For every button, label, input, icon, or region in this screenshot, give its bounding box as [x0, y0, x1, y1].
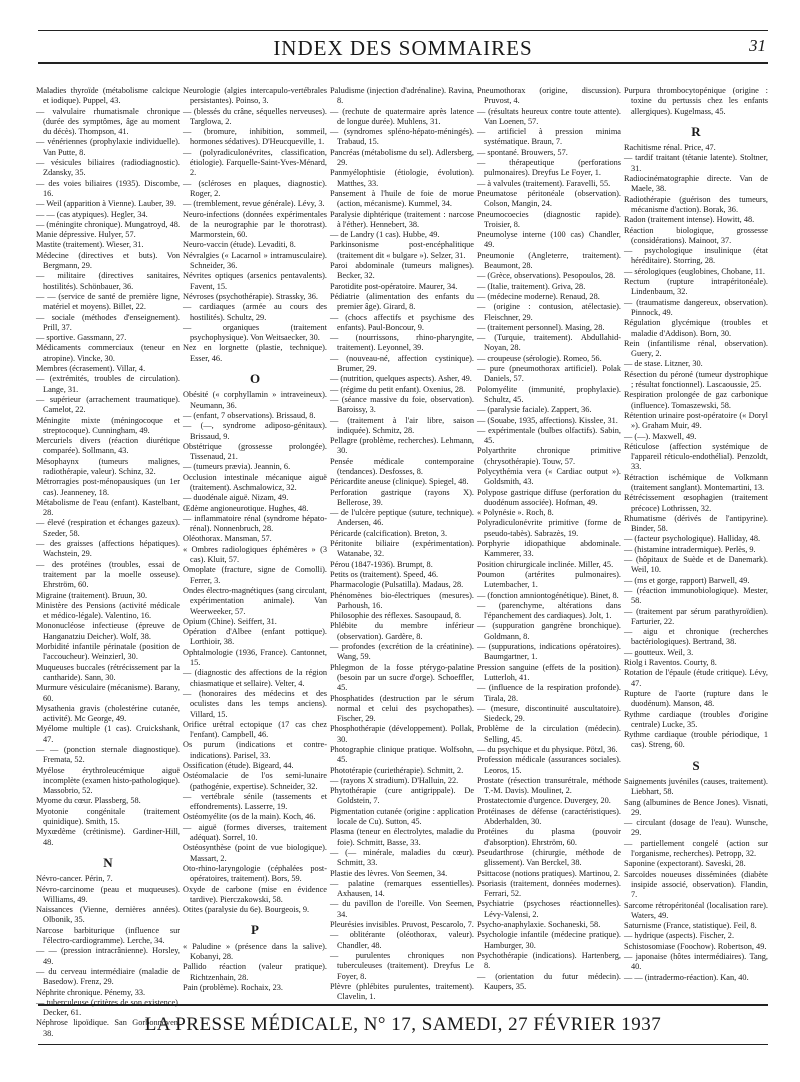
index-entry: — — (cas atypiques). Hegler, 34. — [36, 209, 148, 219]
index-entry: Opération d'Albee (enfant pottique). Lorthioir, 38. — [183, 627, 327, 647]
index-entry: — (influence de la respiration profonde). Tirala, 28. — [477, 683, 621, 703]
index-entry: Pédiatrie (alimentation des enfants du premier âge). Girard, 8. — [330, 291, 474, 312]
index-entry: Membres (écrasement). Villar, 4. — [36, 364, 146, 374]
index-entry: Métabolisme de l'eau (enfant). Kastelbant, 28. — [36, 497, 180, 518]
index-entry: — de Landry (1 cas). Hubbe, 49. — [330, 230, 440, 240]
index-entry: Péricardite aneuse (clinique). Spiegel, 48. — [330, 477, 469, 487]
index-entry: Phosphatides (destruction par le sérum normal et celui des psychopathes). Fischer, 29. — [330, 693, 474, 724]
index-entry: Mononucléose infectieuse (épreuve de Hanganatziu Deicher). Wolf, 38. — [36, 621, 180, 641]
index-entry: — cardiaques (armée au cours des hostilités). Schultz, 29. — [183, 302, 327, 322]
index-entry: — à valvules (traitement). Faravelli, 55. — [477, 178, 611, 188]
index-entry: — palatine (remarques essentielles). Axhausen, 14. — [330, 878, 474, 899]
index-entry: Péritonite biliaire (expérimentation). Watanabe, 32. — [330, 539, 474, 559]
index-entry: — (diagnostic des affections de la région chiasmatique et sellaire). Velter, 4. — [183, 668, 327, 688]
index-entry: Sarcome rétropéritonéal (localisation rare). Waters, 49. — [624, 900, 768, 920]
index-entry: Polycythémia vera (« Cardiac output »). Goldsmith, 43. — [477, 466, 621, 487]
index-entry: — aiguë (formes diverses, traitement adéquat). Sorrel, 10. — [183, 822, 327, 843]
index-entry: — (syndromes spléno-hépato-méningés). Trabaud, 15. — [330, 127, 474, 147]
index-entry: — vésicules biliaires (radiodiagnostic). Zdansky, 35. — [36, 158, 180, 178]
index-entry: — (Grèce, observations). Pesopoulos, 28. — [477, 271, 616, 281]
index-entry: Mastite (traitement). Wieser, 31. — [36, 240, 144, 250]
index-entry: — (résultats heureux contre toute attente). Van Loenen, 57. — [477, 106, 621, 126]
index-entry: Rotation de l'épaule (étude critique). Lévy, 47. — [624, 668, 768, 688]
index-entry: Œdème angioneurotique. Hughes, 48. — [183, 503, 309, 513]
index-entry: — de l'ulcère peptique (suture, technique). Andersen, 46. — [330, 508, 474, 528]
index-entry: — psychologique insulinique (état héréditaire). Storring, 28. — [624, 246, 768, 266]
index-entry: Occlusion intestinale mécanique aiguë (traitement). Aschmalowicz, 32. — [183, 472, 327, 492]
index-entry: Névro-cancer. Périn, 7. — [36, 874, 113, 884]
index-entry: — inflammatoire rénal (syndrome hépato-rénal). Nonnenbruch, 28. — [183, 513, 327, 534]
index-entry: — (paralysie faciale). Zappert, 36. — [477, 405, 592, 415]
index-entry: — (traitement à l'air libre, saison indiquée). Schmitz, 28. — [330, 415, 474, 435]
index-entry: Poumon (artérites pulmonaires). Lutembacher, 1. — [477, 569, 621, 590]
index-entry: Psittacose (notions pratiques). Martinou, 2. — [477, 868, 621, 878]
index-entry: — vertébrale sénile (tassements et effondrements). Lasserre, 19. — [183, 791, 327, 812]
index-entry: Obésité (« corphyllamin » intraveineux). Neumann, 36. — [183, 390, 327, 410]
index-entry: Myélose érythroleucémique aiguë incomplète (examen histo-pathologique). Massobrio, 52. — [36, 765, 180, 796]
section-letter: O — [249, 371, 261, 387]
index-entry: — aigu et chronique (recherches bactériologiques). Bertrand, 38. — [624, 627, 768, 647]
index-entry: — circulant (dosage de l'eau). Wunsche, 29. — [624, 818, 768, 838]
index-entry: Myotonie congénitale (traitement quinidique). Smith, 15. — [36, 806, 180, 827]
index-entry: — du cerveau intermédiaire (maladie de Basedow). Frenz, 29. — [36, 966, 180, 987]
index-entry: Méningite mixte (méningocoque et streptocoque). Cunningham, 49. — [36, 415, 180, 435]
index-entry: Pellagre (problème, recherches). Lehmann, 30. — [330, 436, 474, 456]
index-entry: Porphyrie idiopathique abdominale. Kammerer, 33. — [477, 539, 621, 559]
index-entry: Neuro-vaccin (étude). Levaditi, 8. — [183, 240, 296, 250]
index-entry: — japonaise (hôtes intermédiaires). Tang, 40. — [624, 952, 768, 972]
index-entry: Morbidité infantile périnatale (position de l'accoucheur). Weinzierl, 30. — [36, 642, 180, 662]
index-entry: — artificiel à pression minima systématique. Braun, 7. — [477, 127, 621, 147]
index-entry: Paroi abdominale (tumeurs malignes). Becker, 32. — [330, 261, 474, 281]
index-entry: — goutteux. Weil, 3. — [624, 647, 694, 657]
index-entry: — (chocs affectifs et psychisme des enfants). Paul-Boncour, 9. — [330, 312, 474, 332]
index-entry: Parotidite post-opératoire. Maurer, 34. — [330, 281, 458, 291]
index-entry: Psoriasis (traitement, données modernes). Ferrari, 52. — [477, 878, 621, 899]
index-entry: — — (pression intracrânienne). Horsley, 49. — [36, 946, 180, 966]
index-entry: — (fonction amniontogénétique). Binet, 8. — [477, 590, 619, 600]
index-entry: Névroses (psychothérapie). Strassky, 36. — [183, 291, 318, 301]
index-entry: — oblitérante (oléothorax, valeur). Chandler, 48. — [330, 930, 474, 950]
index-entry: Pression sanguine (effets de la position). Lutterloh, 41. — [477, 662, 621, 682]
index-entry: Pneumonie (Angleterre, traitement). Beaumont, 28. — [477, 250, 621, 271]
index-entry: — des protéines (troubles, essai de traitement par la moelle osseuse). Ehrström, 60. — [36, 559, 180, 590]
index-entry: Névro-carcinome (peau et muqueuses). Williams, 49. — [36, 884, 180, 904]
index-entry: — (Souabe, 1935, affections). Kisslee, 31. — [477, 415, 618, 425]
index-entry: — purulentes chroniques non tuberculeuses (traitement). Dreyfus Le Foyer, 8. — [330, 950, 474, 981]
footer-top-rule — [38, 1004, 768, 1006]
index-entry: Profession médicale (assurances sociales). Leoros, 15. — [477, 755, 621, 775]
index-entry: Ostéomyélite (os de la main). Koch, 46. — [183, 812, 316, 822]
index-column-5 — [624, 86, 768, 983]
index-entry: — (— minérale, maladies du cœur). Schmitt, 33. — [330, 847, 474, 868]
index-entry: Sang (albumines de Bence Jones). Visnati, 29. — [624, 797, 768, 817]
index-entry: Panmyélophtisie (étiologie, évolution). Matthes, 33. — [330, 168, 474, 188]
index-entry: — tardif traitant (tétanie latente). Stoltner, 31. — [624, 153, 768, 173]
index-entry: Narcose barbiturique (influence sur l'électro-cardiogramme). Lerche, 34. — [36, 925, 180, 946]
index-entry: Psychothérapie (indications). Hartenberg, 8. — [477, 950, 621, 971]
index-entry: — tuberculeuse (critères de son existence). Decker, 61. — [36, 997, 180, 1018]
index-entry: Parkinsonisme post-encéphalitique (traitement dit « bulgare »). Selzer, 31. — [330, 240, 474, 260]
index-entry: Oléothorax. Mansman, 57. — [183, 534, 272, 544]
index-entry: Pseudarthrose (chirurgie, méthode de glissement). Van Berckel, 38. — [477, 847, 621, 868]
index-entry: Pensée médicale contemporaine (tendances). Desfosses, 8. — [330, 456, 474, 476]
index-entry: Pansement à l'huile de foie de morue (action, mécanisme). Kummel, 34. — [330, 188, 474, 209]
index-entry: Pneumatose péritonéale (observation). Colson, Mangin, 24. — [477, 188, 621, 209]
index-entry: Rythme cardiaque (troubles d'origine centrale) Lucke, 35. — [624, 709, 768, 729]
index-entry: Rétraction ischémique de Volkmann (traitement sanglant). Montemartini, 13. — [624, 472, 768, 492]
index-entry: Riolg i Raventos. Courty, 8. — [624, 658, 717, 668]
index-entry: — (méningite chronique). Mungatroyd, 48. — [36, 219, 181, 229]
index-entry: — (—). Maxwell, 49. — [624, 431, 697, 441]
index-entry: — sérologiques (euglobines, Chobane, 11. — [624, 266, 765, 276]
index-entry: Rectum (rupture intrapéritonéale). Lindenbaum, 32. — [624, 277, 768, 297]
index-entry: Paralysie diphtérique (traitement : narcose à l'éther). Hennebert, 38. — [330, 209, 474, 229]
index-entry: — (polyradiculonévrites, classification, étiologie). Farquelle-Saint-Yves-Ménard, 2. — [183, 147, 327, 178]
index-entry: — (traumatisme dangereux, observation). Pinnock, 49. — [624, 297, 768, 317]
page-header — [38, 30, 768, 66]
index-entry: Nez en lorgnette (plastie, technique). Esser, 46. — [183, 343, 327, 363]
index-entry: — thérapeutique (perforations pulmonaires). Dreyfus Le Foyer, 1. — [477, 158, 621, 178]
index-column-4 — [477, 86, 621, 992]
index-entry: — (nutrition, quelques aspects). Asher, 49. — [330, 374, 472, 384]
index-entry: Phototérapie (curiethérapie). Schmitt, 2. — [330, 765, 464, 775]
index-entry: Myome du cœur. Plassberg, 58. — [36, 796, 141, 806]
index-entry: Migraine (traitement). Bruun, 30. — [36, 590, 148, 600]
index-entry: Pneumocoecies (diagnostic rapide). Troisier, 8. — [477, 209, 621, 229]
index-entry: Rhumatisme (dérivés de l'antipyrine). Binder, 58. — [624, 513, 768, 534]
index-entry: Ossification (étude). Bigeard, 44. — [183, 761, 294, 770]
index-entry: Ophtalmologie (1936, France). Cantonnet, 15. — [183, 647, 327, 668]
index-entry: Ministère des Pensions (activité médicale et médico-légale). Valentino, 16. — [36, 600, 180, 621]
index-entry: — (traitement personnel). Masing, 28. — [477, 322, 605, 332]
index-entry: — croupeuse (sérologie). Romeo, 56. — [477, 353, 602, 363]
index-entry: Médicaments commerciaux (teneur en atropine). Vincke, 30. — [36, 343, 180, 363]
index-entry: — (orientation du futur médecin). Kaupers, 35. — [477, 971, 621, 991]
index-entry: Protéines du plasma (pouvoir d'absorption). Ehrström, 60. — [477, 827, 621, 847]
index-entry: — élevé (respiration et échanges gazeux). Szeder, 58. — [36, 518, 180, 538]
index-entry: — (traitement par sérum parathyroïdien). Farturier, 22. — [624, 606, 768, 626]
footer-publication-line: LA PRESSE MÉDICALE, N° 17, SAMEDI, 27 FÉVRIER 1937 — [144, 1014, 662, 1035]
index-entry: — (facteur psychologique). Halliday, 48. — [624, 534, 761, 544]
index-entry: Mercuriels divers (réaction diurétique comparée). Sollmann, 43. — [36, 436, 180, 456]
index-entry: « Ombres radiologiques éphémères » (3 cas). Kluit, 57. — [183, 544, 327, 565]
index-entry: — des voies biliaires (1935). Discombe, 16. — [36, 178, 180, 198]
index-entry: Ostéomalacie de l'os semi-lunaire (pathogénie, expertise). Schneider, 32. — [183, 771, 327, 791]
index-entry: — (Italie, traitement). Griva, 28. — [477, 281, 586, 291]
index-entry: — sociale (méthodes d'enseignement). Prill, 37. — [36, 312, 180, 332]
index-entry: — (réaction immunobiologique). Mester, 58. — [624, 585, 768, 606]
index-entry: Myxœdème (crétinisme). Gardiner-Hill, 48. — [36, 827, 180, 847]
index-entry: « Polynésie ». Roch, 8. — [477, 508, 554, 518]
index-entry: — (bromure, inhibition, sommeil, hormones sédatives). D'Heucqueville, 1. — [183, 127, 327, 147]
index-entry: — (médecine moderne). Renaud, 28. — [477, 291, 600, 301]
index-entry: — (enfant, 7 observations). Brissaud, 8. — [183, 410, 316, 420]
index-entry: — (histamine intradermique). Perlès, 9. — [624, 544, 756, 554]
index-entry: — partiellement congelé (action sur l'organisme, recherches). Petropp, 32. — [624, 838, 768, 859]
index-entry: Psycho-anaphylaxie. Sochaneski, 58. — [477, 920, 601, 930]
index-entry: Perforation gastrique (rayons X). Bellerose, 39. — [330, 487, 474, 507]
index-entry: Saturnisme (France, statistique). Feil, 8. — [624, 921, 757, 931]
index-entry: — Weil (apparition à Vienne). Lauber, 39. — [36, 199, 176, 209]
index-entry: Rein (infantilisme rénal, observation). Guery, 2. — [624, 338, 768, 359]
index-entry: Plasma (teneur en électrolytes, maladie du foie). Schmitt, Basse, 33. — [330, 827, 474, 847]
section-letter: N — [103, 854, 113, 870]
index-entry: Naissances (Vienne, dernières années). Olbonik, 35. — [36, 905, 180, 925]
index-entry: Ondes électro-magnétiques (sang circulant, expérimentation animale). Van Weerweeker, 57. — [183, 585, 327, 616]
index-entry: — (blessés du crâne, séquelles nerveuses). Targlowa, 2. — [183, 106, 327, 126]
index-entry: — — (service de santé de première ligne, matériel et moyens). Billet, 22. — [36, 291, 180, 312]
index-entry: Schistosomiase (Foochow). Robertson, 49. — [624, 941, 767, 951]
index-entry: — (Turquie, traitement). Abdullahid-Noyan, 28. — [477, 333, 621, 353]
index-column-2 — [183, 86, 327, 993]
index-entry: Omoplate (fracture, signe de Comolli). Ferrer, 3. — [183, 565, 327, 585]
index-entry: Problème de la circulation (médecin). Selling, 45. — [477, 724, 621, 744]
index-entry: — du psychique et du physique. Pötzl, 36. — [477, 745, 618, 754]
index-entry: — (extrémités, troubles de circulation). Lange, 31. — [36, 374, 180, 394]
index-entry: Oto-rhino-laryngologie (céphalées post-opératoires, traitement). Bors, 59. — [183, 863, 327, 884]
index-entry: — (tumeurs prævia). Jeannin, 6. — [183, 462, 291, 472]
index-entry: Néphrite chronique. Pénemy, 33. — [36, 987, 146, 997]
index-entry: Manie dépressive. Hulyer, 57. — [36, 230, 136, 240]
index-entry: — (mesure, discontinuité auscultatoire). Siedeck, 29. — [477, 703, 621, 724]
index-entry: Philosophie des réflexes. Sasoupaud, 8. — [330, 611, 462, 621]
index-entry: Polyradiculonévrite primitive (forme de pseudo-tabès). Sabrazès, 19. — [477, 518, 621, 538]
index-entry: — (régime du petit enfant). Oxenius, 28. — [330, 384, 466, 394]
index-entry: Radiothérapie (guérison des tumeurs, mécanisme d'action). Borak, 36. — [624, 194, 768, 214]
index-entry: Résection du péroné (tumeur dystrophique ; résultat fonctionnel). Lascaoussie, 25. — [624, 369, 768, 390]
index-entry: Névralgies (« Lacarnol » intramusculaire). Schneider, 36. — [183, 250, 327, 271]
index-entry: Prostatectomie d'urgence. Duvergey, 20. — [477, 796, 611, 806]
index-entry: Position chirurgicale inclinée. Miller, 45. — [477, 559, 614, 569]
index-entry: — spontané. Brouwers, 57. — [477, 147, 568, 157]
index-entry: Paludisme (injection d'adrénaline). Ravina, 8. — [330, 86, 474, 106]
index-entry: Pérou (1847-1936). Brumpt, 8. — [330, 559, 433, 569]
index-entry: Neuro-infections (données expérimentales de la neurographie par le thorotrast). Marmorstein, 60. — [183, 209, 327, 240]
index-entry: — — (intradermo-réaction). Kan, 40. — [624, 972, 749, 982]
index-entry: Muqueuses buccales (rétrécissement par la cantharide). Sann, 30. — [36, 662, 180, 682]
index-entry: — (suppurations, indications opératoires). Baumgartner, 1. — [477, 642, 621, 662]
index-entry: Polypose gastrique diffuse (perforation du duodénum associée). Hofman, 49. — [477, 487, 621, 507]
index-entry: Os purum (indications et contre-indications). Parisel, 33. — [183, 740, 327, 760]
index-entry: Pneumolyse interne (100 cas) Chandler, 49. — [477, 230, 621, 250]
index-entry: Sarcoïdes noueuses disséminées (diabète insipide associé, observation). Flandin, 7. — [624, 869, 768, 900]
index-entry: Pallido réaction (valeur pratique). Richtzenhain, 28. — [183, 962, 327, 982]
index-entry: Murmure vésiculaire (mécanisme). Barany, 60. — [36, 683, 180, 703]
index-entry: — duodénale aiguë. Nizam, 49. — [183, 493, 289, 503]
index-entry: — (hôpitaux de Suède et de Danemark). Weil, 10. — [624, 555, 768, 575]
index-entry: — pure (pneumothorax artificiel). Polak Daniels, 57. — [477, 364, 621, 384]
index-entry: Pharmacologie (Pulsatilla). Madaus, 28. — [330, 580, 464, 590]
index-entry: — (suppuration gangrène bronchique). Goldmann, 8. — [477, 621, 621, 641]
index-entry: Myélome multiple (1 cas). Cruickshank, 47. — [36, 724, 180, 744]
index-entry: — profondes (excrétion de la créatinine). Wang, 59. — [330, 642, 474, 662]
index-entry: — (rayons X stradium). D'Halluin, 22. — [330, 775, 459, 785]
index-entry: Respiration prolongée de gaz carbonique (influence). Tomaszewski, 58. — [624, 390, 768, 410]
index-entry: Phlegmon de la fosse ptérygo-palatine (besoin par un sucre d'orge). Schoeffler, 45. — [330, 662, 474, 693]
index-entry: Péricarde (calcification). Breton, 3. — [330, 528, 448, 538]
index-entry: — (rechute de quatermaire après latence de longue durée). Muhlens, 31. — [330, 106, 474, 126]
index-entry: — (parenchyme, altérations dans l'épanchement des cardiaques). Jolt, 1. — [477, 600, 621, 621]
index-entry: Phlébite du membre inférieur (observation). Gardère, 8. — [330, 621, 474, 641]
index-entry: Phosphothérapie (développement). Pollak, 30. — [330, 724, 474, 744]
index-entry: Opium (Chine). Seiffert, 31. — [183, 616, 277, 626]
index-entry: — (nourrissons, rhino-pharyngite, traitement). Leyonnel, 39. — [330, 333, 474, 353]
index-entry: — — (ponction sternale diagnostique). Fremata, 52. — [36, 745, 180, 765]
index-entry: — (tremblement, revue générale). Lévy, 3. — [183, 199, 325, 209]
index-entry: — des graisses (affections hépatiques). Wachstein, 29. — [36, 539, 180, 559]
index-entry: Maladies thyroïde (métabolisme calcique et iodique). Puppel, 43. — [36, 86, 180, 106]
index-entry: Pneumothorax (origine, discussion). Pruvost, 4. — [477, 86, 621, 106]
header-top-rule — [38, 30, 768, 31]
index-entry: Petits os (traitement). Speed, 46. — [330, 569, 439, 579]
index-entry: Pain (problème). Rochaix, 23. — [183, 982, 284, 992]
section-letter: R — [691, 123, 701, 139]
index-entry: Phytothérapie (cure antigrippale). De Goldstein, 7. — [330, 786, 474, 806]
index-column-3 — [330, 86, 474, 1002]
index-entry: — (ms et gorge, rapport) Barwell, 49. — [624, 575, 750, 585]
index-entry: Phénomènes bio-électriques (mesures). Parhoush, 16. — [330, 590, 474, 610]
page-number: 31 — [749, 36, 766, 55]
index-entry: Mésophaynx (tumeurs malignes, radiothérapie, valeur). Schinz, 32. — [36, 456, 180, 476]
index-entry: Pleurésies invisibles. Pruvost, Pescarolo, 7. — [330, 920, 474, 930]
section-letter: S — [692, 757, 700, 773]
index-entry: Psychiatrie (psychoses réactionnelles). Lévy-Valensi, 2. — [477, 899, 621, 919]
index-entry: — de stase. Litzner, 30. — [624, 359, 703, 369]
index-entry: Régulation glycémique (troubles et maladie d'Addison). Born, 30. — [624, 318, 768, 338]
index-entry: Pigmentation cutanée (origine : application locale de Cu). Sutton, 45. — [330, 806, 474, 827]
index-entry: — (séance massive du foie, observation). Baroissy, 3. — [330, 394, 474, 415]
index-entry: Polyarthrite chronique primitive (chrysothérapie). Touw, 57. — [477, 446, 621, 466]
index-entry: — sportive. Gassmann, 27. — [36, 333, 127, 343]
index-entry: — du pavillon de l'oreille. Von Seemen, 34. — [330, 899, 474, 919]
index-entry: Protéinases de défense (caractéristiques). Abderhalden, 30. — [477, 806, 621, 827]
index-entry: Réticulose (affection systémique de l'appareil réticulo-endothélial). Penzoldt, 33. — [624, 441, 768, 472]
index-entry: Pancréas (métabolisme du sel). Adlersberg, 29. — [330, 147, 474, 168]
index-entry: — organiques (traitement psychophysique). Von Weitsaecker, 30. — [183, 322, 327, 343]
index-entry: Rachitisme rénal. Price, 47. — [624, 143, 716, 153]
index-entry: — valvulaire rhumatismale chronique (durée des symptômes, âge au moment du décès). Thompson, 41. — [36, 106, 180, 137]
index-entry: Plastie des lèvres. Von Seemen, 34. — [330, 868, 448, 878]
index-entry: Rythme cardiaque (trouble périodique, 1 cas). Streng, 60. — [624, 730, 768, 750]
index-entry: Métrorragies post-ménopausiques (un 1er cas). Jeanneney, 18. — [36, 477, 180, 497]
index-entry: Prostate (résection transurétrale, méthode T.-M. Davis). Moulinet, 2. — [477, 775, 621, 796]
index-entry: — (honoraires des médecins et des oculistes dans les temps anciens). Villard, 15. — [183, 688, 327, 719]
index-entry: « Paludine » (présence dans la salive). Kobanyi, 28. — [183, 941, 327, 962]
index-entry: — (nouveau-né, affection cystinique). Brumer, 29. — [330, 353, 474, 374]
index-entry: — expérimentale (bulbes olfactifs). Sabin, 45. — [477, 425, 621, 446]
index-entry: Oxyde de carbone (mise en évidence tardive). Pierczakowski, 58. — [183, 884, 327, 904]
index-entry: Saignements juvéniles (causes, traitement). Liebhart, 58. — [624, 777, 768, 797]
page-title: INDEX DES SOMMAIRES — [273, 36, 533, 60]
index-entry: Otites (paralysie du 6e). Bourgeois, 9. — [183, 905, 310, 915]
index-column-1 — [36, 86, 180, 1039]
index-entry: Neurologie (algies intercapulo-vertébrales persistantes). Poinso, 3. — [183, 86, 327, 106]
index-entry: Réaction biologique, grossesse (considérations). Mainoot, 37. — [624, 225, 768, 245]
index-entry: Ostéosynthèse (point de vue biologique). Massart, 2. — [183, 843, 327, 863]
index-entry: Rupture de l'aorte (rupture dans le duodénum). Manson, 48. — [624, 688, 768, 709]
index-entry: Purpura thrombocytopénique (origine : toxine du pertussis chez les enfants allergiques). Kugelmass, 45. — [624, 86, 768, 116]
index-entry: Polomyélite (immunité, prophylaxie). Schultz, 45. — [477, 384, 621, 404]
index-entry: Orifice urétral ectopique (17 cas chez l'enfant). Campbell, 46. — [183, 719, 327, 740]
index-entry: Saponine (expectorant). Saveski, 28. — [624, 859, 746, 869]
index-entry: Radiocinématographie directe. Van de Maele, 38. — [624, 174, 768, 194]
page-footer — [38, 1004, 768, 1050]
index-entry: Photographie clinique pratique. Wolfsohn, 45. — [330, 745, 474, 765]
index-entry: Névrites optiques (arsenics pentavalents). Favent, 15. — [183, 271, 327, 291]
index-entry: — militaire (directives sanitaires, hostilités). Schönbauer, 36. — [36, 271, 180, 291]
section-letter: P — [251, 922, 259, 938]
index-entry: Plèvre (phlébites purulentes, traitement). Clavelin, 1. — [330, 981, 474, 1002]
index-entry: — vénériennes (prophylaxie individuelle). Van Putte, 8. — [36, 137, 180, 157]
index-entry: Néphrose lipoïdique. San Gorbonnoven, 38. — [36, 1018, 180, 1038]
index-entry: — (—, syndrome adiposo-génitaux). Brissaud, 9. — [183, 421, 327, 441]
index-entry: — hydrique (aspects). Fischer, 2. — [624, 931, 735, 941]
index-entry: Rétrécissement œsophagien (traitement précoce) Lothrissen, 32. — [624, 493, 768, 513]
footer-bottom-rule — [38, 1044, 768, 1045]
index-entry: — (scléroses en plaques, diagnostic). Roger, 2. — [183, 178, 327, 198]
index-entry: Radon (traitement intense). Howitt, 48. — [624, 215, 755, 225]
header-bottom-rule — [38, 62, 768, 64]
index-entry: — (origine : contusion, atélectasie). Fleischner, 29. — [477, 302, 621, 322]
index-entry: Obstétrique (grossesse prolongée). Tissenaud, 21. — [183, 441, 327, 462]
index-entry: — supérieur (arrachement traumatique). Camelot, 22. — [36, 394, 180, 415]
index-entry: Médecine (directives et buts). Von Bergmann, 29. — [36, 250, 180, 271]
index-entry: Psychologie infantile (médecine pratique). Hamburger, 30. — [477, 930, 621, 950]
index-entry: Rétention urinaire post-opératoire (« Doryl »). Graham Muir, 49. — [624, 410, 768, 431]
index-entry: Mysathenia gravis (cholestérine cutanée, activité). Mc George, 49. — [36, 703, 180, 724]
